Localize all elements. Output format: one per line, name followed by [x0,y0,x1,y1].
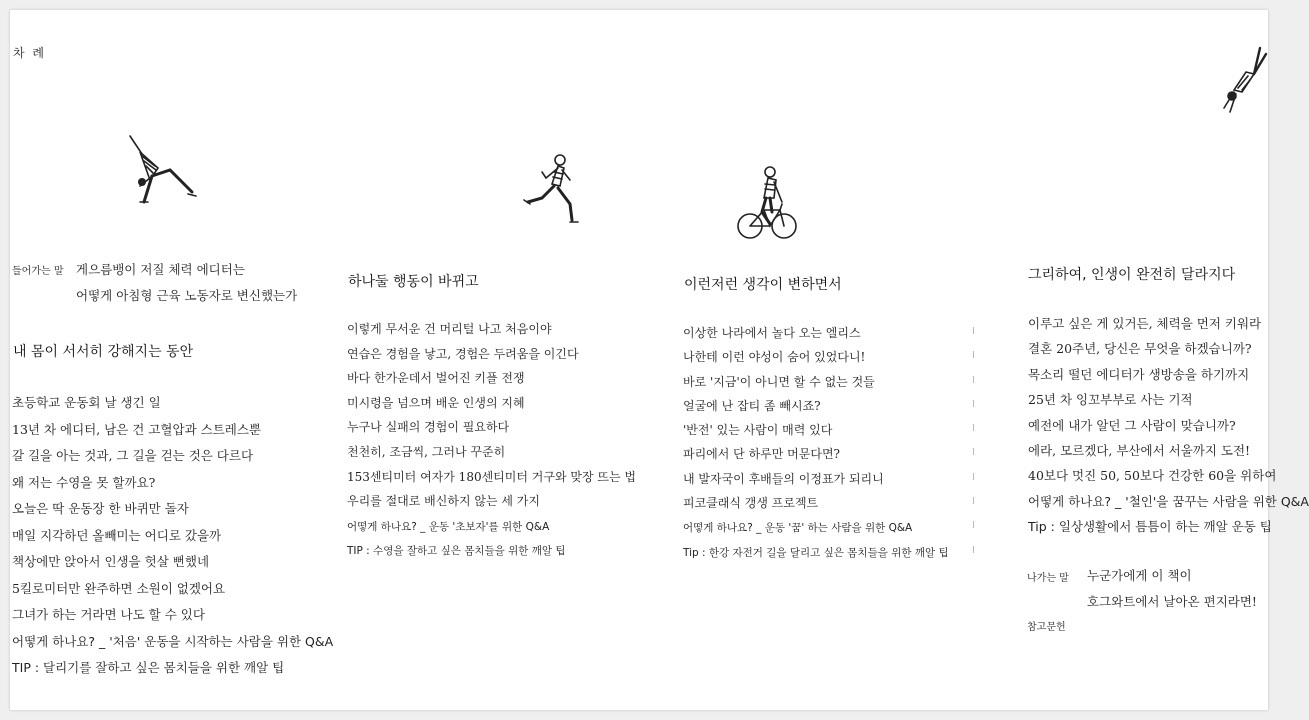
tip-item [12,657,333,684]
chapter-item [12,525,333,552]
chapter-item [12,419,333,446]
section-2-list [347,318,636,564]
chapter-item [683,468,949,492]
chapter-title: 153센티미터 여자가 180센티미터 거구와 맞장 뜨는 법 [347,469,636,484]
chapter-item [347,367,636,392]
page-marker [973,351,974,358]
page-marker [973,521,974,528]
diving-swimmer-illustration [1220,44,1268,124]
chapter-item [683,395,949,419]
page-marker [973,497,974,504]
page-marker [973,424,974,431]
chapter-title: 얼굴에 난 잡티 좀 빼시죠? [683,398,821,413]
chapter-item [12,472,333,499]
chapter-title: 13년 차 에디터, 남은 건 고혈압과 스트레스뿐 [12,421,261,437]
tip-item [1028,516,1309,541]
chapter-title: 결혼 20주년, 당신은 무엇을 하겠습니까? [1028,341,1252,357]
yoga-figure-illustration [120,130,200,210]
chapter-title: 연습은 경험을 낳고, 경험은 두려움을 이긴다 [347,346,579,361]
chapter-item [683,371,949,395]
qa-item [347,515,636,540]
chapter-title: 25년 차 잉꼬부부로 사는 기적 [1028,392,1193,408]
chapter-item [12,551,333,578]
chapter-title: TIP : 수영을 잘하고 싶은 몸치들을 위한 깨알 팁 [347,545,566,558]
page-marker [973,400,974,407]
outro-line-2: 호그와트에서 날아온 편지라면! [1087,594,1257,609]
page-marker [973,473,974,480]
chapter-title: 이상한 나라에서 놀다 오는 엘리스 [683,326,861,340]
chapter-title: 5킬로미터만 완주하면 소원이 없겠어요 [12,580,226,596]
chapter-title: 40보다 멋진 50, 50보다 건강한 60을 위하여 [1028,468,1277,484]
chapter-title: 바로 '지금'이 아니면 할 수 없는 것들 [683,374,875,389]
qa-item [12,631,333,658]
chapter-item [683,492,949,516]
chapter-title: 천천히, 조금씩, 그러나 꾸준히 [347,444,506,459]
page-marker [973,448,974,455]
chapter-title: Tip : 일상생활에서 틈틈이 하는 깨알 운동 팁 [1028,519,1272,535]
cyclist-illustration [736,162,798,242]
runner-illustration [520,152,590,228]
chapter-item [683,322,949,346]
intro-label: 들어가는 말 [12,266,64,277]
chapter-item [683,346,949,370]
chapter-title: 예전에 내가 알던 그 사람이 맞습니까? [1028,417,1236,433]
intro-line-1: 게으름뱅이 저질 체력 에디터는 [76,262,245,277]
outro-line-1: 누군가에게 이 책이 [1087,568,1192,583]
chapter-item [347,392,636,417]
chapter-item [683,443,949,467]
chapter-item [347,416,636,441]
chapter-item [1028,338,1309,363]
page-marker [973,327,974,334]
section-4-list [1028,313,1309,542]
qa-item [1028,491,1309,516]
chapter-title: 책상에만 앉아서 인생을 헛살 뻔했네 [12,554,210,569]
chapter-item [347,490,636,515]
intro-line-2: 어떻게 아침형 근육 노동자로 변신했는가 [76,288,298,303]
chapter-title: 어떻게 하나요? _ 운동 '꿈' 하는 사람을 위한 Q&A [683,522,913,535]
references-label: 참고문헌 [1027,622,1066,633]
chapter-item [347,466,636,491]
chapter-item [12,578,333,605]
chapter-title: 우리를 절대로 배신하지 않는 세 가지 [347,494,540,509]
section-title-1: 내 몸이 서서히 강해지는 동안 [13,344,194,360]
section-title-4: 그리하여, 인생이 완전히 달라지다 [1028,267,1236,283]
chapter-title: 어떻게 하나요? _ '철인'을 꿈꾸는 사람을 위한 Q&A [1028,493,1309,509]
chapter-title: 내 발자국이 후배들의 이정표가 되리니 [683,471,884,486]
chapter-title: 이루고 싶은 게 있거든, 체력을 먼저 키워라 [1028,316,1262,331]
chapter-title: 목소리 떨던 에디터가 생방송을 하기까지 [1028,366,1250,382]
chapter-item [12,604,333,631]
section-title-2: 하나둘 행동이 바뀌고 [348,274,479,290]
chapter-item [347,318,636,343]
chapter-item [683,419,949,443]
chapter-title: 누구나 실패의 경험이 필요하다 [347,420,510,435]
chapter-title: TIP : 달리기를 잘하고 싶은 몸치들을 위한 깨알 팁 [12,660,285,675]
chapter-title: 파리에서 단 하루만 머문다면? [683,447,840,462]
chapter-title: 왜 저는 수영을 못 할까요? [12,474,156,490]
chapter-item [1028,415,1309,440]
chapter-title: 이렇게 무서운 건 머리털 나고 처음이야 [347,322,552,336]
chapter-title: Tip : 한강 자전거 길을 달리고 싶은 몸치들을 위한 깨알 팁 [683,546,949,559]
chapter-title: 나한테 이런 야성이 숨어 있었다니! [683,350,866,365]
book-page [10,10,1309,710]
chapter-title: 초등학교 운동회 날 생긴 일 [12,395,161,410]
chapter-item [12,498,333,525]
chapter-item [1028,389,1309,414]
chapter-title: 어떻게 하나요? _ 운동 '초보자'를 위한 Q&A [347,520,550,533]
chapter-title: 에라, 모르겠다, 부산에서 서울까지 도전! [1028,442,1251,458]
chapter-title: 오늘은 딱 운동장 한 바퀴만 돌자 [12,501,189,516]
chapter-title: 바다 한가운데서 벌어진 키플 전쟁 [347,371,525,386]
chapter-title: '반전' 있는 사람이 매력 있다 [683,423,833,438]
section-title-3: 이런저런 생각이 변하면서 [684,277,842,293]
chapter-item [1028,313,1309,338]
chapter-item [1028,465,1309,490]
chapter-item [12,392,333,419]
outro-label: 나가는 말 [1027,573,1069,584]
section-1-list [12,392,333,684]
tip-item [347,539,636,564]
chapter-item [1028,364,1309,389]
page-marker [973,376,974,383]
toc-title: 차 례 [13,46,46,60]
chapter-title: 피코클래식 갱생 프로젝트 [683,496,819,511]
tip-item [683,541,949,565]
page-marker [973,546,974,553]
chapter-title: 그녀가 하는 거라면 나도 할 수 있다 [12,607,205,622]
chapter-title: 매일 지각하던 올빼미는 어디로 갔을까 [12,527,222,543]
section-3-list [683,322,949,565]
chapter-title: 미시령을 넘으며 배운 인생의 지혜 [347,395,525,410]
chapter-title: 어떻게 하나요? _ '처음' 운동을 시작하는 사람을 위한 Q&A [12,633,334,649]
qa-item [683,516,949,540]
chapter-item [12,445,333,472]
chapter-title: 갈 길을 아는 것과, 그 길을 걷는 것은 다르다 [12,448,254,463]
chapter-item [1028,440,1309,465]
chapter-item [347,343,636,368]
chapter-item [347,441,636,466]
